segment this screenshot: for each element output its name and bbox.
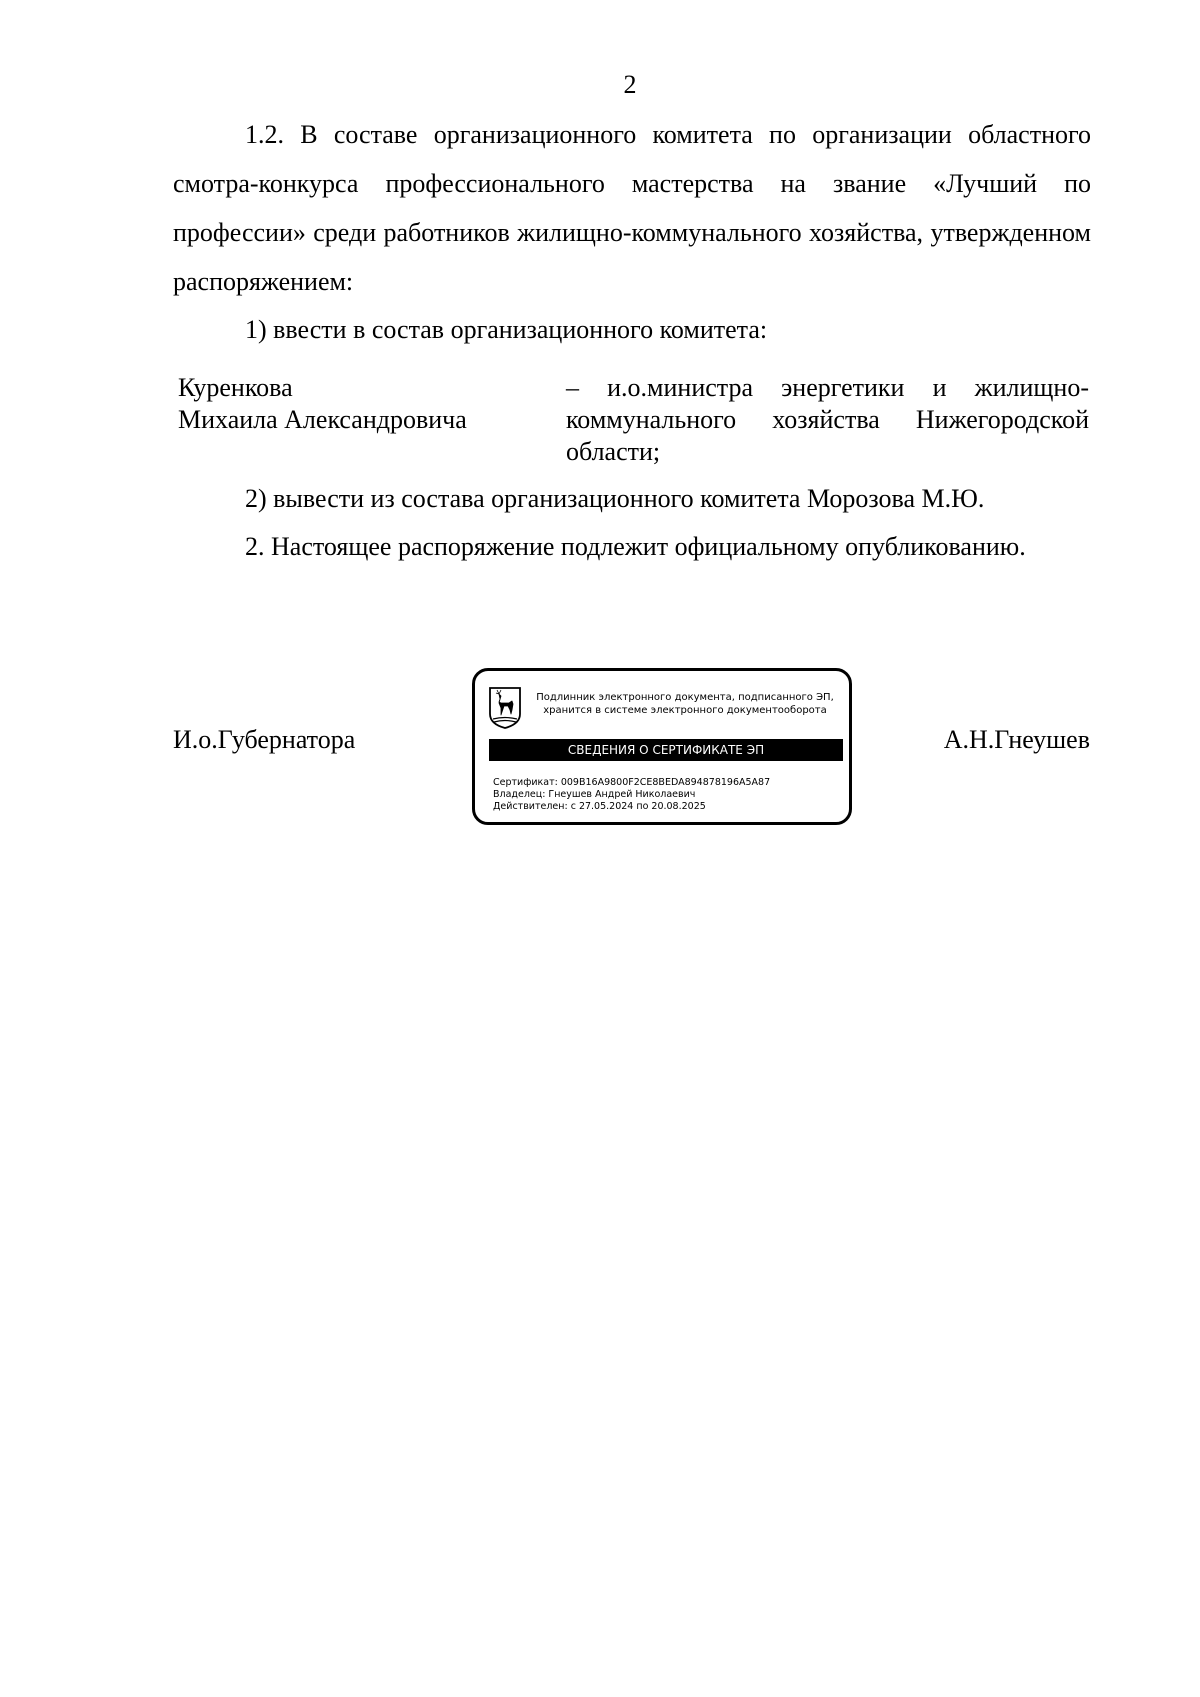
stamp-header-line-2: хранится в системе электронного документооборота bbox=[543, 705, 827, 716]
stamp-certificate-title: СВЕДЕНИЯ О СЕРТИФИКАТЕ ЭП bbox=[489, 739, 843, 761]
signatory-name: А.Н.Гнеушев bbox=[943, 725, 1090, 754]
member-surname: Куренкова bbox=[178, 373, 293, 402]
stamp-header bbox=[525, 691, 845, 717]
add-members-intro: 1) ввести в состав организационного комитета: bbox=[245, 315, 768, 344]
deer-emblem-icon bbox=[487, 686, 523, 730]
remove-member-line: 2) вывести из состава организационного комитета Морозова М.Ю. bbox=[245, 484, 985, 513]
stamp-certificate-number: Сертификат: 009B16A9800F2CE8BEDA894878196A5A87 bbox=[493, 777, 771, 788]
stamp-owner: Владелец: Гнеушев Андрей Николаевич bbox=[493, 789, 696, 800]
member-role: – и.о.министра энергетики и жилищно-коммунального хозяйства Нижегородской области; bbox=[566, 373, 1089, 466]
member-given-names: Михаила Александровича bbox=[178, 405, 467, 434]
page-number: 2 bbox=[623, 70, 637, 99]
stamp-certificate-details bbox=[493, 777, 843, 813]
stamp-validity: Действителен: с 27.05.2024 по 20.08.2025 bbox=[493, 801, 706, 812]
paragraph-2: 2. Настоящее распоряжение подлежит официальному опубликованию. bbox=[245, 532, 1026, 561]
stamp-header-line-1: Подлинник электронного документа, подписанного ЭП, bbox=[536, 692, 834, 703]
member-name bbox=[178, 372, 558, 436]
electronic-signature-stamp bbox=[472, 668, 852, 825]
paragraph-1-2: 1.2. В составе организационного комитета по организации областного смотра-конкурса профессионального мастерства на звание «Лучший по профессии» среди работников жилищно-коммунального хозяйства, утвержденном распоряжением: bbox=[173, 120, 1091, 296]
signatory-position: И.о.Губернатора bbox=[173, 725, 356, 754]
